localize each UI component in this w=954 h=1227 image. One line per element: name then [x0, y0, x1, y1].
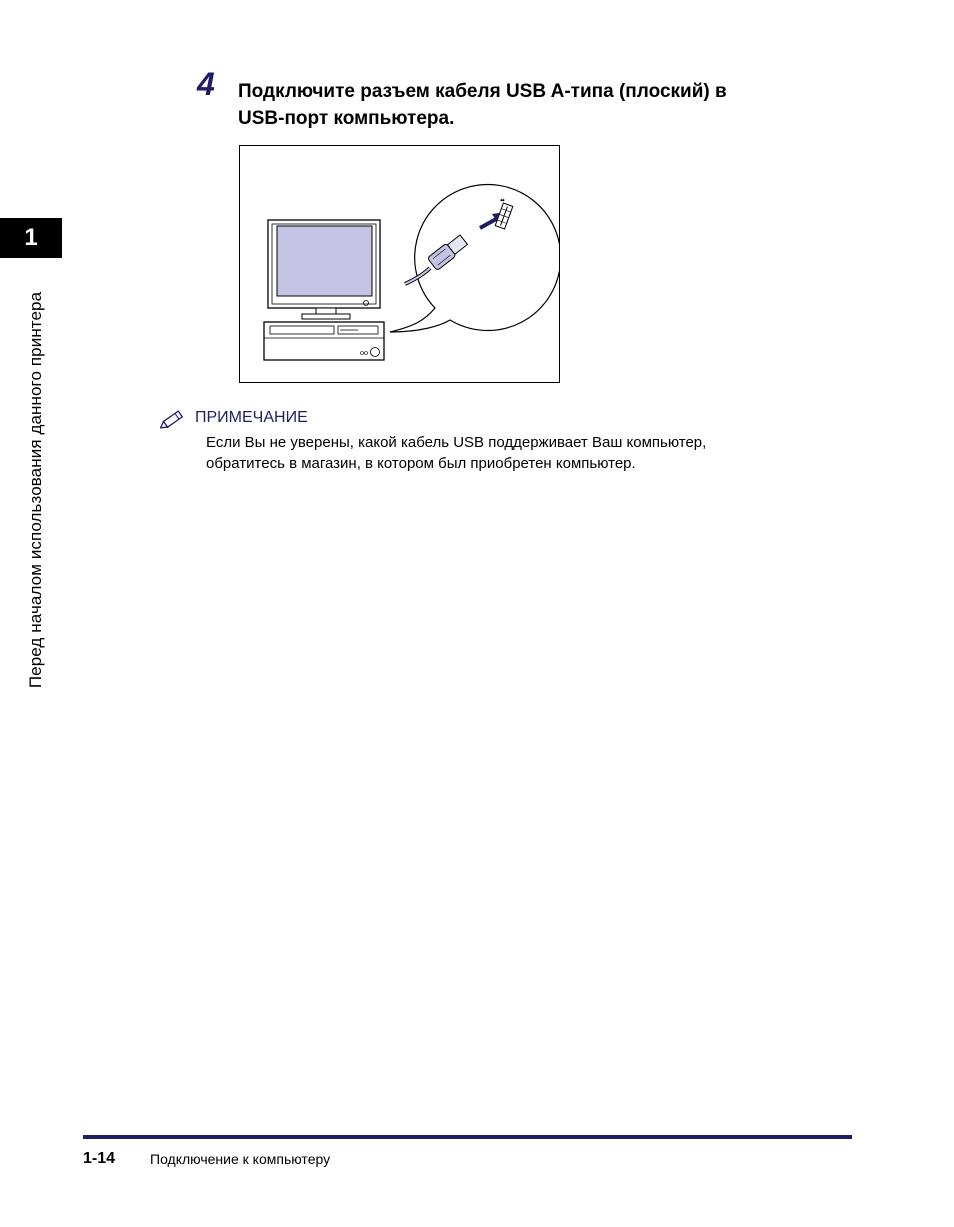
note-text-line-1: Если Вы не уверены, какой кабель USB поддерживает Ваш компьютер, — [206, 434, 707, 451]
svg-text:⬌: ⬌ — [500, 197, 506, 204]
pencil-icon — [160, 407, 188, 431]
note-text — [206, 432, 826, 474]
step-instruction-line-1: Подключите разъем кабеля USB A-типа (плоский) в — [238, 81, 727, 102]
footer-divider — [83, 1135, 852, 1139]
step-instruction — [238, 78, 838, 132]
chapter-number: 1 — [24, 224, 38, 251]
note-text-line-2: обратитесь в магазин, в котором был приобретен компьютер. — [206, 455, 636, 472]
computer-case-icon — [264, 322, 384, 360]
chapter-tab — [0, 218, 62, 258]
page-number: 1-14 — [83, 1150, 116, 1167]
footer-section-title: Подключение к компьютеру — [150, 1151, 331, 1167]
zoom-bubble — [390, 184, 560, 332]
note-label: ПРИМЕЧАНИЕ — [195, 409, 308, 426]
usb-connection-illustration — [239, 145, 560, 383]
chapter-side-title: Перед началом использования данного принтера — [26, 291, 45, 689]
computer-monitor-icon — [268, 220, 380, 319]
step-instruction-line-2: USB-порт компьютера. — [238, 108, 455, 129]
step-number: 4 — [197, 66, 215, 102]
